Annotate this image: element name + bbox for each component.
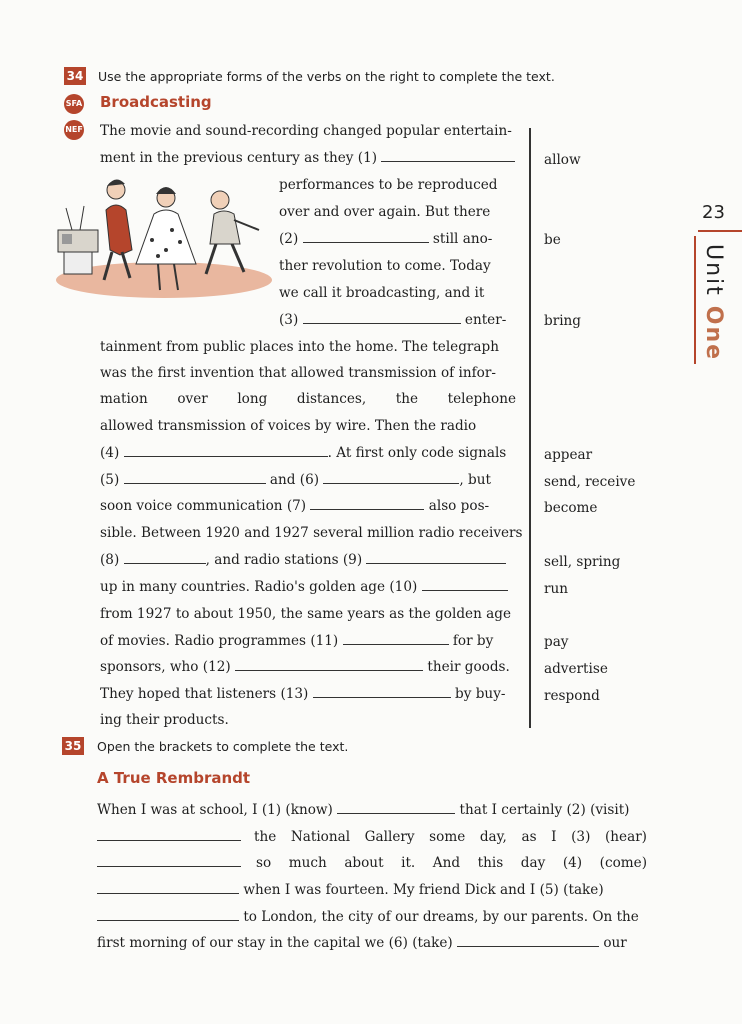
- text-line: [100, 444, 506, 462]
- verb-hint: become: [544, 500, 598, 516]
- text-segment: . At first only code signals: [327, 445, 507, 461]
- verb-hint: send, receive: [544, 474, 636, 490]
- text-line: tainment from public places into the home. The telegraph: [100, 339, 499, 355]
- text-segment: still ano-: [432, 231, 493, 247]
- text-segment: their goods.: [427, 659, 510, 675]
- blank-11[interactable]: [343, 634, 449, 645]
- verb-hint: run: [544, 581, 569, 597]
- text-segment: for by: [452, 633, 494, 649]
- text-line: the National Gallery some day, as I (3) (hear): [254, 829, 647, 845]
- text-segment: first morning of our stay in the capital we (6) (take): [97, 935, 453, 951]
- text-segment: also pos-: [428, 498, 490, 514]
- side-tab-unit: [701, 244, 726, 361]
- text-segment: to London, the city of our dreams, by our parents. On the: [243, 909, 639, 925]
- text-segment: , but: [459, 472, 491, 488]
- exercise-35-badge: 35: [62, 737, 84, 755]
- text-line: [97, 801, 629, 819]
- blank-6[interactable]: [323, 473, 459, 484]
- verb-hint: be: [544, 232, 561, 248]
- text-segment: sponsors, who (12): [100, 659, 231, 675]
- nef-icon: NEF: [64, 120, 84, 140]
- text-segment: of movies. Radio programmes (11): [100, 633, 339, 649]
- blank-2[interactable]: [303, 232, 429, 243]
- text-segment: , and radio stations (9): [205, 552, 363, 568]
- text-segment: and (6): [269, 472, 320, 488]
- verb-hint: sell, spring: [544, 554, 621, 570]
- exercise-34-title: Broadcasting: [100, 93, 212, 111]
- text-segment: up in many countries. Radio's golden age (10): [100, 579, 418, 595]
- text-line: was the first invention that allowed transmission of infor-: [100, 365, 496, 381]
- text-line: [100, 685, 505, 703]
- text-line: [97, 881, 604, 899]
- verb-hint: advertise: [544, 661, 608, 677]
- verb-hint: allow: [544, 152, 581, 168]
- blank-8[interactable]: [124, 553, 206, 564]
- text-segment: that I certainly (2) (visit): [459, 802, 630, 818]
- text-segment: (4): [100, 445, 120, 461]
- text-line: sible. Between 1920 and 1927 several million radio receivers: [100, 525, 523, 541]
- text-line: so much about it. And this day (4) (come): [256, 855, 647, 871]
- text-segment: They hoped that listeners (13): [100, 686, 309, 702]
- blank-10[interactable]: [422, 580, 508, 591]
- text-line: [97, 854, 241, 872]
- verb-hint: appear: [544, 447, 593, 463]
- ex35-blank-2[interactable]: [97, 830, 241, 841]
- ex35-blank-4[interactable]: [97, 883, 239, 894]
- exercise-34-instruction: Use the appropriate forms of the verbs on the right to complete the text.: [98, 69, 555, 84]
- blank-5[interactable]: [124, 473, 266, 484]
- text-segment: our: [603, 935, 627, 951]
- blank-9[interactable]: [366, 553, 506, 564]
- text-segment: (8): [100, 552, 120, 568]
- text-line: [100, 471, 491, 489]
- text-line: [100, 497, 489, 515]
- text-line: from 1927 to about 1950, the same years as the golden age: [100, 606, 512, 622]
- text-line: [97, 934, 627, 952]
- text-line: performances to be reproduced: [279, 177, 498, 193]
- side-tab-one-label: One: [701, 305, 726, 362]
- sfa-icon: SFA: [64, 94, 84, 114]
- blank-13[interactable]: [313, 687, 451, 698]
- text-segment: When I was at school, I (1) (know): [97, 802, 333, 818]
- text-segment: (5): [100, 472, 120, 488]
- text-line: [100, 658, 510, 676]
- text-segment: by buy-: [455, 686, 506, 702]
- ex35-blank-6[interactable]: [457, 936, 599, 947]
- text-segment: soon voice communication (7): [100, 498, 307, 514]
- dancers-illustration: [54, 170, 274, 300]
- verb-hint: bring: [544, 313, 582, 329]
- text-line: [97, 908, 639, 926]
- side-tab-unit-label: Unit: [701, 244, 726, 297]
- text-line: [100, 578, 508, 596]
- tab-rule: [698, 230, 742, 232]
- text-line: [100, 632, 493, 650]
- text-line: we call it broadcasting, and it: [279, 285, 485, 301]
- blank-4[interactable]: [124, 446, 328, 457]
- blank-7[interactable]: [310, 499, 424, 510]
- text-segment: enter-: [464, 312, 507, 328]
- text-line: The movie and sound-recording changed popular entertain-: [100, 123, 512, 139]
- text-line: [100, 149, 515, 167]
- blank-1[interactable]: [381, 151, 515, 162]
- blank-12[interactable]: [235, 660, 423, 671]
- tab-vertical-rule: [694, 236, 696, 364]
- text-line: allowed transmission of voices by wire. Then the radio: [100, 418, 477, 434]
- text-line: [97, 828, 241, 846]
- exercise-35-title: A True Rembrandt: [97, 769, 251, 787]
- text-segment: when I was fourteen. My friend Dick and I (5) (take): [243, 882, 604, 898]
- text-line: mation over long distances, the telephone: [100, 391, 516, 407]
- text-segment: (3): [279, 312, 299, 328]
- ex35-blank-3[interactable]: [97, 856, 241, 867]
- exercise-34-badge: 34: [64, 67, 86, 85]
- text-line: [279, 230, 492, 248]
- page-number: 23: [702, 202, 725, 223]
- verb-hint: pay: [544, 634, 569, 650]
- blank-3[interactable]: [303, 313, 461, 324]
- column-divider: [529, 128, 531, 728]
- text-line: ing their products.: [100, 712, 229, 728]
- text-line: [279, 311, 506, 329]
- text-line: over and over again. But there: [279, 204, 491, 220]
- text-segment: (2): [279, 231, 299, 247]
- ex35-blank-5[interactable]: [97, 910, 239, 921]
- text-line: ther revolution to come. Today: [279, 258, 491, 274]
- text-line: [100, 551, 506, 569]
- ex35-blank-1[interactable]: [337, 803, 455, 814]
- verb-hint: respond: [544, 688, 600, 704]
- exercise-35-instruction: Open the brackets to complete the text.: [97, 739, 349, 754]
- text-segment: ment in the previous century as they (1): [100, 150, 378, 166]
